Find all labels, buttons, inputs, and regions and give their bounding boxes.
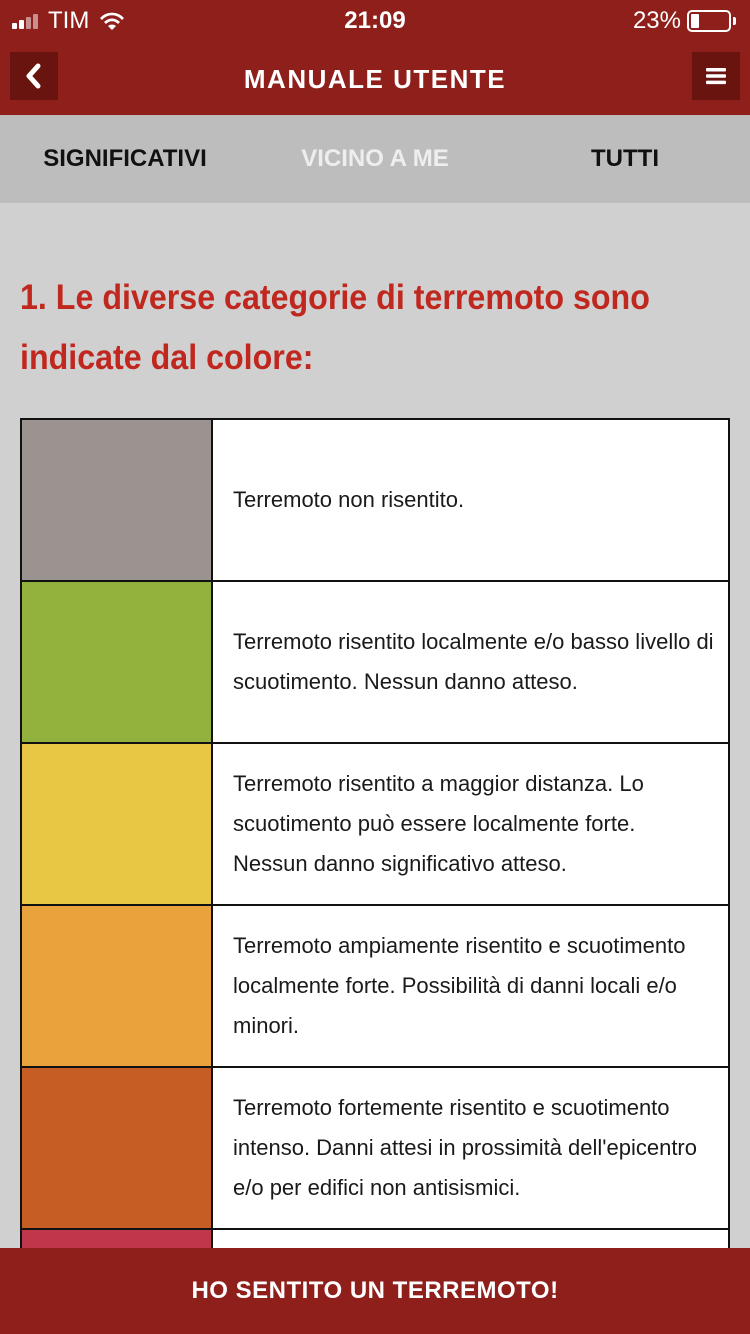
hamburger-menu-icon bbox=[705, 66, 727, 86]
color-swatch bbox=[22, 906, 213, 1066]
legend-description: Terremoto fortemente risentito e scuotimento intenso. Danni attesi in prossimità dell'epicentro e/o per edifici non antisismici. bbox=[213, 1068, 728, 1228]
battery-percentage: 23% bbox=[632, 7, 681, 34]
color-swatch bbox=[22, 744, 213, 904]
legend-row bbox=[20, 582, 730, 744]
section-heading: 1. Le diverse categorie di terremoto sono indicate dal colore: bbox=[20, 278, 650, 377]
battery-cap bbox=[733, 17, 736, 25]
legend-description: Terremoto non risentito. bbox=[213, 420, 728, 580]
status-bar bbox=[0, 0, 750, 40]
battery-icon bbox=[687, 10, 731, 32]
legend-description: Terremoto risentito a maggior distanza. Lo scuotimento può essere localmente forte. Nessun danno significativo atteso. bbox=[213, 744, 728, 904]
report-earthquake-button[interactable]: HO SENTITO UN TERREMOTO! bbox=[0, 1248, 750, 1334]
color-swatch bbox=[22, 1068, 213, 1228]
legend-row bbox=[20, 420, 730, 582]
nav-bar bbox=[0, 40, 750, 115]
carrier-name: TIM bbox=[48, 7, 90, 34]
tab-vicino-a-me[interactable]: VICINO A ME bbox=[301, 145, 449, 172]
status-time: 21:09 bbox=[344, 7, 406, 34]
page-title: MANUALE UTENTE bbox=[243, 64, 507, 94]
color-swatch bbox=[22, 420, 213, 580]
battery-fill bbox=[691, 14, 699, 28]
tab-bar bbox=[0, 115, 750, 203]
tab-significativi[interactable]: SIGNIFICATIVI bbox=[43, 145, 207, 172]
menu-button[interactable] bbox=[692, 52, 740, 100]
color-swatch bbox=[22, 582, 213, 742]
legend-row bbox=[20, 906, 730, 1068]
legend-row bbox=[20, 744, 730, 906]
legend-row bbox=[20, 1068, 730, 1230]
tab-tutti[interactable]: TUTTI bbox=[591, 145, 659, 172]
legend-description: Terremoto ampiamente risentito e scuotimento localmente forte. Possibilità di danni locali e/o minori. bbox=[213, 906, 728, 1066]
status-right bbox=[633, 8, 736, 34]
legend-description: Terremoto risentito localmente e/o basso livello di scuotimento. Nessun danno atteso. bbox=[213, 582, 728, 742]
color-legend-table bbox=[20, 418, 730, 1334]
